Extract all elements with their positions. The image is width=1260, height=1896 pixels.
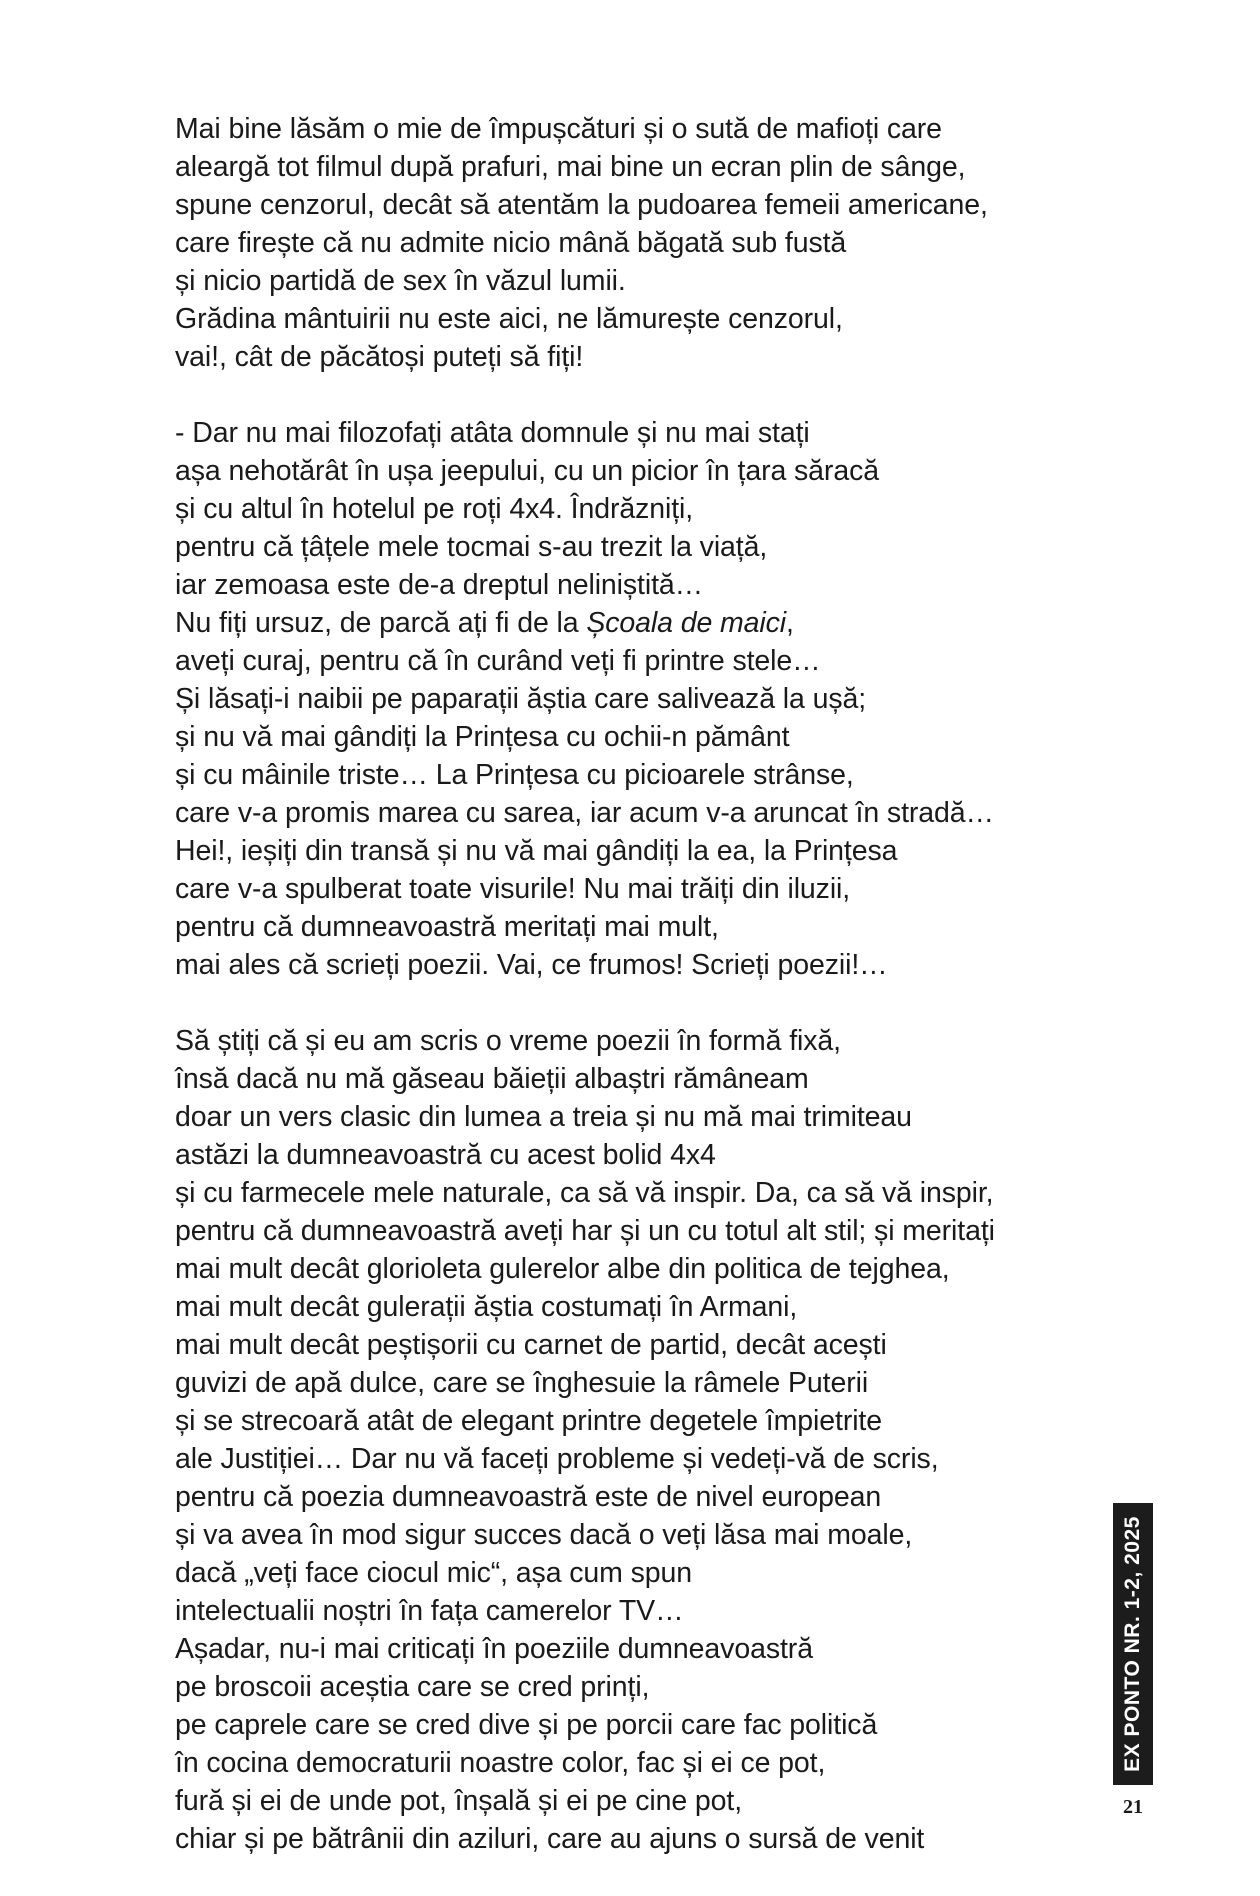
poem-line: Grădina mântuirii nu este aici, ne lămurește cenzorul, <box>175 303 843 335</box>
poem-line: și cu farmecele mele naturale, ca să vă inspir. Da, ca să vă inspir, <box>175 1177 994 1209</box>
poem-line: însă dacă nu mă găseau băieții albaștri rămâneam <box>175 1063 809 1095</box>
poem-line: vai!, cât de păcătoși puteți să fiți! <box>175 341 584 373</box>
poem-line: astăzi la dumneavoastră cu acest bolid 4x4 <box>175 1139 716 1171</box>
poem-line: mai mult decât gulerații ăștia costumați în Armani, <box>175 1291 798 1323</box>
poem-line: pentru că poezia dumneavoastră este de nivel european <box>175 1481 882 1513</box>
poem-line: în cocina democraturii noastre color, fac și ei ce pot, <box>175 1747 826 1779</box>
poem-line: și se strecoară atât de elegant printre degetele împietrite <box>175 1405 883 1437</box>
poem-line: intelectualii noștri în fața camerelor TV… <box>175 1595 684 1627</box>
poem-line: pentru că dumneavoastră aveți har și un cu totul alt stil; și meritați <box>175 1215 995 1247</box>
poem-line: pe broscoii aceștia care se cred prinți, <box>175 1671 650 1703</box>
journal-tag <box>1113 1503 1153 1785</box>
poem-line: și va avea în mod sigur succes dacă o veți lăsa mai moale, <box>175 1519 913 1551</box>
poem-line: și cu altul în hotelul pe roți 4x4. Îndrăzniți, <box>175 493 694 525</box>
stanza-1 <box>175 110 1075 376</box>
poem-line: aveți curaj, pentru că în curând veți fi printre stele… <box>175 645 821 677</box>
poem-line: - Dar nu mai filozofați atâta domnule și nu mai stați <box>175 417 810 449</box>
poem-line-with-italic <box>175 604 1075 642</box>
poem-line: mai ales că scrieți poezii. Vai, ce frumos! Scrieți poezii!… <box>175 949 888 981</box>
poem-line: aleargă tot filmul după prafuri, mai bine un ecran plin de sânge, <box>175 151 966 183</box>
stanza-2 <box>175 414 1075 984</box>
poem-line: mai mult decât glorioleta gulerelor albe din politica de tejghea, <box>175 1253 950 1285</box>
poem-line-suffix: , <box>786 607 794 639</box>
poem-line: și nu vă mai gândiți la Prințesa cu ochii-n pământ <box>175 721 790 753</box>
poem-line: chiar și pe bătrânii din aziluri, care au ajuns o sursă de venit <box>175 1823 925 1855</box>
poem-line: doar un vers clasic din lumea a treia și nu mă mai trimiteau <box>175 1101 912 1133</box>
poem-line: Și lăsați-i naibii pe paparații ăștia care salivează la ușă; <box>175 683 867 715</box>
poem-line: ale Justiției… Dar nu vă faceți probleme și vedeți-vă de scris, <box>175 1443 939 1475</box>
poem-line: pentru că țâțele mele tocmai s-au trezit la viață, <box>175 531 768 563</box>
stanza-3 <box>175 1022 1075 1858</box>
journal-tag-text: EX PONTO NR. 1-2, 2025 <box>1121 1516 1144 1772</box>
poem-line: Hei!, ieșiți din transă și nu vă mai gândiți la ea, la Prințesa <box>175 835 898 867</box>
poem-line: și cu mâinile triste… La Prințesa cu picioarele strânse, <box>175 759 854 791</box>
poem-line: fură și ei de unde pot, înșală și ei pe cine pot, <box>175 1785 743 1817</box>
poem-line: care v-a spulberat toate visurile! Nu mai trăiți din iluzii, <box>175 873 851 905</box>
poem-line: spune cenzorul, decât să atentăm la pudoarea femeii americane, <box>175 189 988 221</box>
poem-line: guvizi de apă dulce, care se înghesuie la râmele Puterii <box>175 1367 869 1399</box>
poem-line: mai mult decât peștișorii cu carnet de partid, decât acești <box>175 1329 887 1361</box>
poem-line: care v-a promis marea cu sarea, iar acum v-a aruncat în stradă… <box>175 797 994 829</box>
poem-line: așa nehotărât în ușa jeepului, cu un picior în țara săracă <box>175 455 879 487</box>
poem-line: pentru că dumneavoastră meritați mai mult, <box>175 911 719 943</box>
italic-title: Școala de maici <box>586 607 787 639</box>
poem-line: Mai bine lăsăm o mie de împușcături și o sută de mafioți care <box>175 113 942 145</box>
poem-line: și nicio partidă de sex în văzul lumii. <box>175 265 626 297</box>
poem-line: Să știți că și eu am scris o vreme poezii în formă fixă, <box>175 1025 841 1057</box>
poem-line: iar zemoasa este de-a dreptul neliniștită… <box>175 569 704 601</box>
poem-line: dacă „veți face ciocul mic“, așa cum spun <box>175 1557 693 1589</box>
page-number: 21 <box>1123 1796 1143 1818</box>
poem-line: pe caprele care se cred dive și pe porcii care fac politică <box>175 1709 878 1741</box>
poem-line: Așadar, nu-i mai criticați în poeziile dumneavoastră <box>175 1633 813 1665</box>
poem-line-text: Nu fiți ursuz, de parcă ați fi de la <box>175 607 587 639</box>
poem-body <box>175 110 1075 1896</box>
poem-line: care firește că nu admite nicio mână băgată sub fustă <box>175 227 847 259</box>
